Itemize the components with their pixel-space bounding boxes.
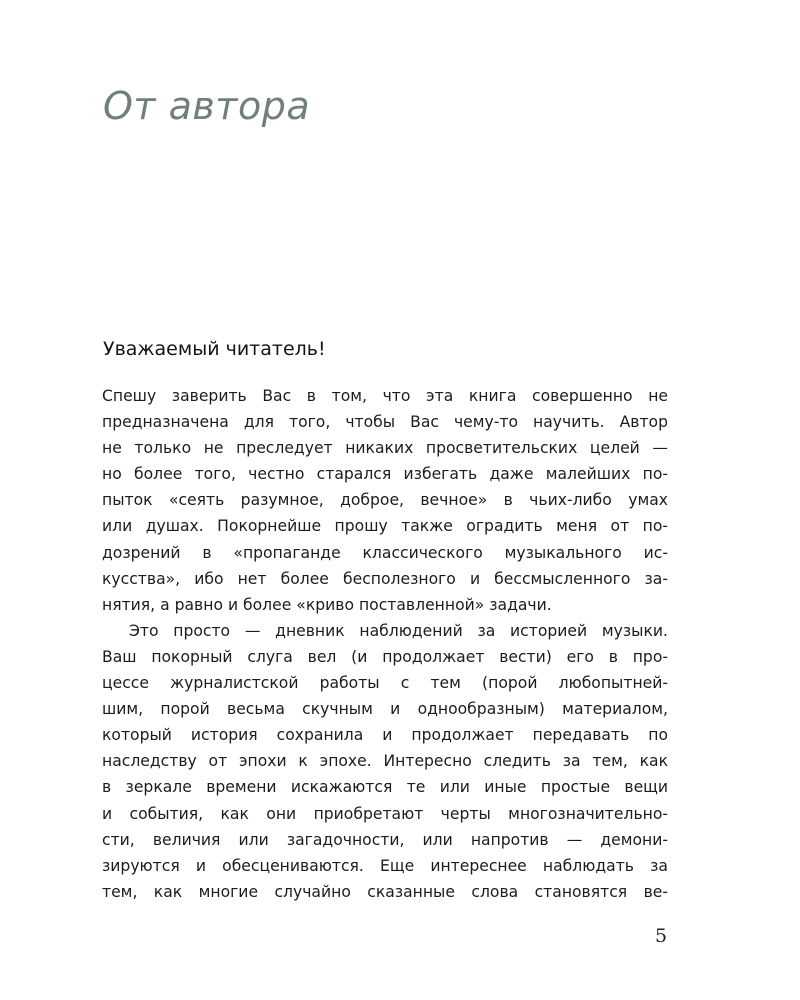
text-line: сти, величия или загадочности, или напротив — демони- (102, 830, 668, 849)
text-line: дозрений в «пропаганде классического музыкального ис- (102, 543, 668, 562)
text-line: в зеркале времени искажаются те или иные простые вещи (102, 778, 668, 797)
text-line: но более того, честно старался избегать даже малейших по- (102, 465, 668, 484)
paragraph-2 (102, 618, 668, 905)
text-line: предназначена для того, чтобы Вас чему-то научить. Автор (102, 413, 668, 432)
text-line: Спешу заверить Вас в том, что эта книга совершенно не (102, 387, 668, 405)
text-line: кусства», ибо нет более бесполезного и бессмысленного за- (102, 569, 668, 588)
body-text (102, 383, 668, 905)
text-line: зируются и обесцениваются. Еще интереснее наблюдать за (102, 856, 668, 875)
text-line: пыток «сеять разумное, доброе, вечное» в чьих-либо умах (102, 491, 668, 510)
text-line: нятия, а равно и более «криво поставленной» задачи. (102, 595, 552, 614)
page-number: 5 (655, 925, 668, 947)
text-line: цессе журналистской работы с тем (порой любопытней- (102, 674, 668, 693)
text-line: тем, как многие случайно сказанные слова становятся ве- (102, 882, 668, 901)
text-line: не только не преследует никаких просветительских целей — (102, 439, 668, 458)
text-line: Ваш покорный слуга вел (и продолжает вести) его в про- (102, 647, 668, 666)
chapter-title: От автора (103, 84, 311, 128)
text-line: и события, как они приобретают черты многозначительно- (102, 804, 668, 823)
text-line: или душах. Покорнейше прошу также оградить меня от по- (102, 517, 668, 536)
salutation-heading: Уважаемый читатель! (103, 338, 326, 360)
text-line: наследству от эпохи к эпохе. Интересно следить за тем, как (102, 752, 668, 771)
text-line: который история сохранила и продолжает передавать по (102, 726, 668, 745)
text-line: Это просто — дневник наблюдений за историей музыки. (129, 621, 668, 640)
text-line: шим, порой весьма скучным и однообразным) материалом, (102, 700, 668, 719)
paragraph-1 (102, 383, 668, 618)
